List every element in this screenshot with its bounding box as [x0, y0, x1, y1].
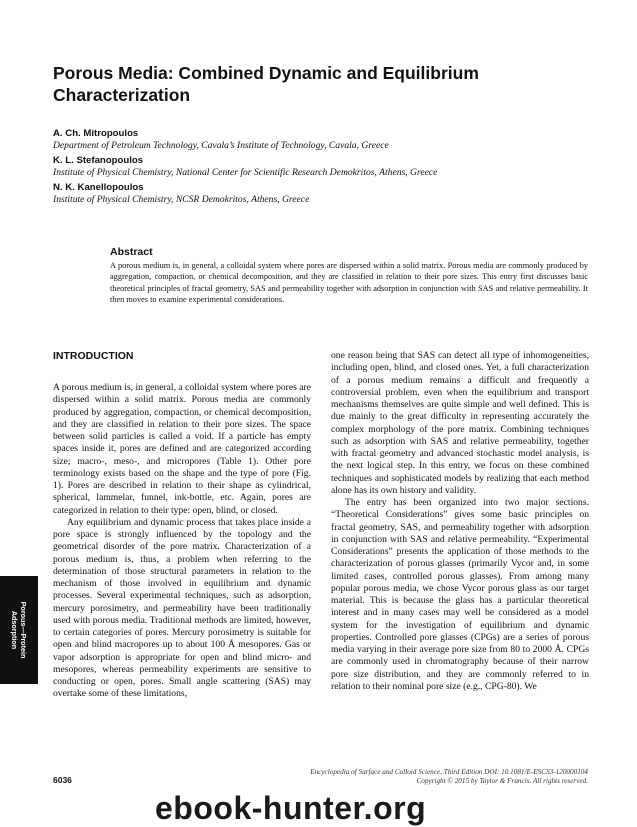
abstract	[110, 247, 588, 306]
section-heading: INTRODUCTION	[53, 350, 134, 362]
author-affiliation: Department of Petroleum Technology, Cavala’s Institute of Technology, Cavala, Greece	[53, 140, 389, 151]
footer-citation	[230, 768, 588, 786]
section-side-tab	[0, 576, 38, 684]
footer-line: Encyclopedia of Surface and Colloid Science, Third Edition DOI: 10.1081/E-ESCS3-120000104	[310, 768, 588, 776]
paragraph: The entry has been organized into two major sections. “Theoretical Considerations” gives some basic principles on fractal geometry, SAS, and permeability together with adsorption in conjunction with SAS and relative permeability. “Experimental Considerations” presents the application of those methods to the characterization of porous glasses (primarily Vycor and, in some limited cases, controlled porous glasses). From among many popular porous media, we chose Vycor porous glass as our target material. This is because the glass has a particular theoretical interest and in many cases may well be considered as a model system for the investigation of equilibrium and dynamic properties. Controlled pore glasses (CPGs) are a series of porous media varying in their average pore size from 80 to 2000 Å. CPGs are commonly used in chromatography because of their narrow pore size distribution, and they are commonly referred to in relation to their nominal pore size (e.g., CPG-80). We	[331, 497, 589, 692]
side-tab-label	[10, 602, 28, 659]
author-block-1	[53, 128, 389, 152]
abstract-heading: Abstract	[110, 246, 153, 258]
paragraph: A porous medium is, in general, a colloidal system where pores are dispersed within a solid matrix. Porous media are commonly produced by aggregation, compaction, or chemical decomposition, and they are classified in relation to their pore sizes. The space between solid particles is called a void. If a particle has empty spaces inside it, pores are defined and are categorized according size; macro-, meso-, and micropores (Table 1). Other pore terminology exists based on the shape and the type of pore (Fig. 1). Pores are described in relation to their shape as cylindrical, spherical, lammelar, funnel, ink-bottle, etc. Again, pores are categorized in relation to their type: open, blind, or closed.	[53, 382, 311, 516]
author-name: K. L. Stefanopoulos	[53, 155, 144, 166]
author-name: A. Ch. Mitropoulos	[53, 128, 139, 139]
watermark: ebook-hunter.org	[155, 790, 427, 826]
left-column	[53, 350, 311, 701]
side-tab-line: Porous—Protein	[19, 601, 28, 659]
footer-line: Copyright © 2015 by Taylor & Francis. All rights reserved.	[416, 777, 588, 785]
author-affiliation: Institute of Physical Chemistry, National Center for Scientific Research Demokritos, Athens, Greece	[53, 167, 438, 178]
abstract-text: A porous medium is, in general, a colloidal system where pores are dispersed within a solid matrix. Porous media are commonly produced by aggregation, compaction, or chemical decomposition, and they are classified in relation to their pore sizes. This entry first discusses basic theoretical principles of fractal geometry, SAS and permeability together with adsorption in conjunction with SAS and relative permeability. It then moves to examine experimental considerations.	[110, 260, 588, 305]
author-block-3	[53, 182, 309, 206]
paragraph: one reason being that SAS can detect all type of inhomogeneities, including open, blind, and closed ones. Yet, a full characterization of a porous medium remains a difficult and frequently a controversial problem, even when the equilibrium and transport mechanisms themselves are quite simple and well defined. This is due mainly to the great difficulty in representing accurately the complex morphology of the pore matrix. Combining techniques such as adsorption with SAS and relative permeability, together with fractal geometry and advanced stochastic model analysis, is the next logical step. In this entry, we focus on these combined techniques and sophisticated models by realizing that each method alone has its own history and validity.	[331, 350, 589, 496]
article-title: Porous Media: Combined Dynamic and Equilibrium Characterization	[53, 63, 479, 105]
paragraph: Any equilibrium and dynamic process that takes place inside a pore space is strongly influenced by the topology and the geometrical disorder of the pore matrix. Characterization of a porous medium is, thus, a problem when referring to the determination of those structural parameters in relation to the mechanism of those involved in equilibrium and dynamic processes. Several experimental techniques, such as adsorption, mercury porosimetry, and permeability have been traditionally used with porous media. Traditional methods are limited, however, to certain categories of pores. Mercury porosimetry is suitable for open and blind macropores up to about 100 Å mesopores. Gas or vapor adsorption is appropriate for open and blind micro- and mesopores, whereas permeability experiments are sensitive to conducting or open, pores. Small angle scattering (SAS) may overtake some of these limitations,	[53, 516, 311, 700]
right-column	[331, 350, 589, 693]
author-name: N. K. Kanellopoulos	[53, 182, 144, 193]
side-tab-line: Adsorption	[10, 610, 19, 650]
page-number: 6036	[53, 775, 72, 785]
author-block-2	[53, 155, 437, 179]
author-affiliation: Institute of Physical Chemistry, NCSR Demokritos, Athens, Greece	[53, 194, 310, 205]
